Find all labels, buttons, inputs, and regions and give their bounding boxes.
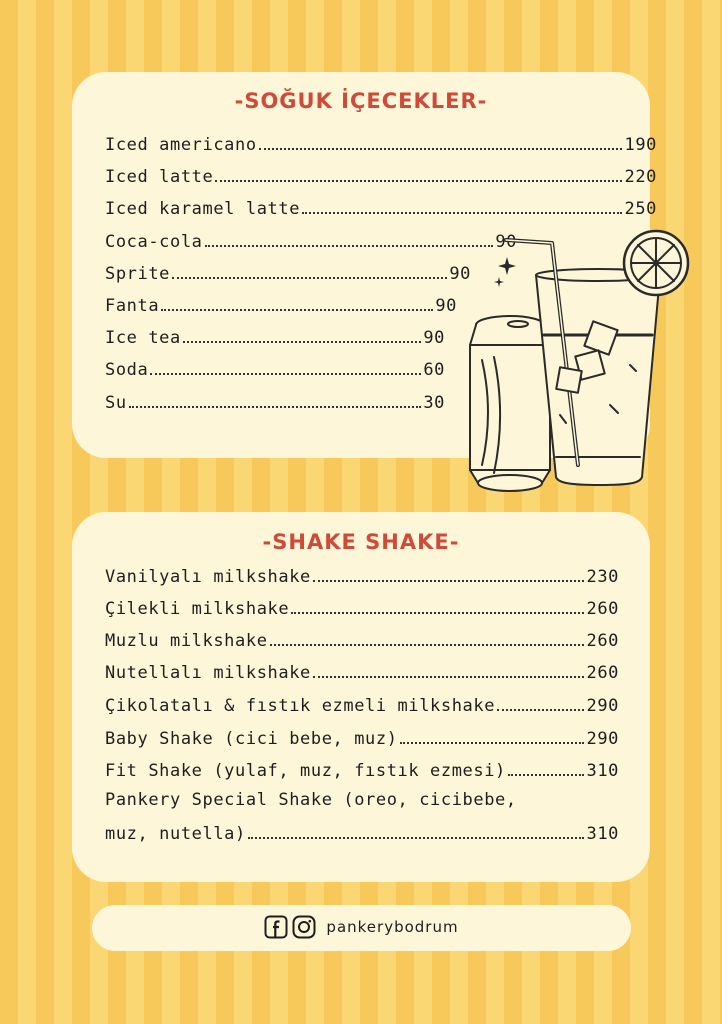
item-price: 290 — [586, 696, 619, 716]
item-name: muz, nutella) — [105, 824, 246, 844]
leader-dots — [248, 837, 585, 839]
menu-item — [105, 820, 619, 844]
item-name: Ice tea — [105, 328, 181, 348]
social-footer — [92, 905, 631, 951]
cold-drinks-title: -SOĞUK İÇECEKLER- — [234, 89, 488, 113]
menu-item — [105, 228, 517, 252]
item-price: 90 — [423, 328, 445, 348]
item-price: 90 — [435, 296, 457, 316]
leader-dots — [291, 612, 584, 614]
item-name: Iced americano — [105, 135, 257, 155]
leader-dots — [497, 709, 584, 711]
item-name: Sprite — [105, 264, 171, 284]
item-price: 60 — [423, 360, 445, 380]
shakes-card — [72, 512, 650, 882]
item-name: Muzlu milkshake — [105, 631, 268, 651]
item-price: 260 — [586, 599, 619, 619]
leader-dots — [400, 742, 585, 744]
menu-item — [105, 627, 619, 651]
leader-dots — [270, 644, 585, 646]
menu-item — [105, 389, 445, 413]
leader-dots — [313, 676, 585, 678]
item-name: Çilekli milkshake — [105, 599, 290, 619]
item-name: Soda — [105, 360, 149, 380]
item-name: Fanta — [105, 296, 160, 316]
menu-item — [105, 725, 619, 749]
item-name: Su — [105, 393, 127, 413]
social-handle[interactable]: pankerybodrum — [326, 918, 459, 936]
leader-dots — [183, 341, 421, 343]
soda-can-icon — [470, 316, 550, 491]
menu-item — [105, 356, 445, 380]
social-links — [92, 915, 631, 939]
item-name: Çikolatalı & fıstık ezmeli milkshake — [105, 696, 496, 716]
drinks-illustration — [460, 225, 695, 495]
item-name: Vanilyalı milkshake — [105, 567, 311, 587]
menu-item — [105, 659, 619, 683]
item-price: 90 — [449, 264, 471, 284]
leader-dots — [205, 245, 494, 247]
item-name: Iced latte — [105, 167, 214, 187]
menu-item — [105, 692, 619, 716]
item-price: 220 — [624, 167, 657, 187]
item-price: 30 — [423, 393, 445, 413]
shakes-title: -SHAKE SHAKE- — [262, 530, 460, 554]
item-price: 290 — [586, 729, 619, 749]
leader-dots — [150, 373, 421, 375]
item-name: Coca-cola — [105, 232, 203, 252]
item-price: 260 — [586, 663, 619, 683]
menu-item — [105, 757, 619, 781]
item-price: 310 — [586, 761, 619, 781]
instagram-icon[interactable] — [292, 915, 316, 939]
menu-item — [105, 163, 657, 187]
item-name: Baby Shake (cici bebe, muz) — [105, 729, 398, 749]
item-price: 90 — [495, 232, 517, 252]
item-price: 250 — [624, 199, 657, 219]
leader-dots — [313, 580, 585, 582]
menu-item — [105, 324, 445, 348]
item-name-first-line: Pankery Special Shake (oreo, cicibebe, — [105, 790, 517, 810]
item-name: Fit Shake (yulaf, muz, fıstık ezmesi) — [105, 761, 506, 781]
leader-dots — [161, 309, 433, 311]
menu-item — [105, 292, 457, 316]
menu-item — [105, 195, 657, 219]
leader-dots — [172, 277, 447, 279]
leader-dots — [129, 406, 422, 408]
item-name: Nutellalı milkshake — [105, 663, 311, 683]
item-price: 190 — [624, 135, 657, 155]
leader-dots — [259, 148, 623, 150]
lemon-slice-icon — [624, 231, 688, 295]
leader-dots — [302, 212, 622, 214]
item-price: 230 — [586, 567, 619, 587]
item-name: Iced karamel latte — [105, 199, 301, 219]
menu-item — [105, 595, 619, 619]
item-price: 260 — [586, 631, 619, 651]
facebook-icon[interactable] — [264, 915, 288, 939]
leader-dots — [215, 180, 622, 182]
menu-item — [105, 131, 657, 155]
item-price: 310 — [586, 824, 619, 844]
menu-item — [105, 563, 619, 587]
leader-dots — [508, 774, 585, 776]
sparkle-icon — [494, 257, 516, 287]
menu-item — [105, 260, 471, 284]
